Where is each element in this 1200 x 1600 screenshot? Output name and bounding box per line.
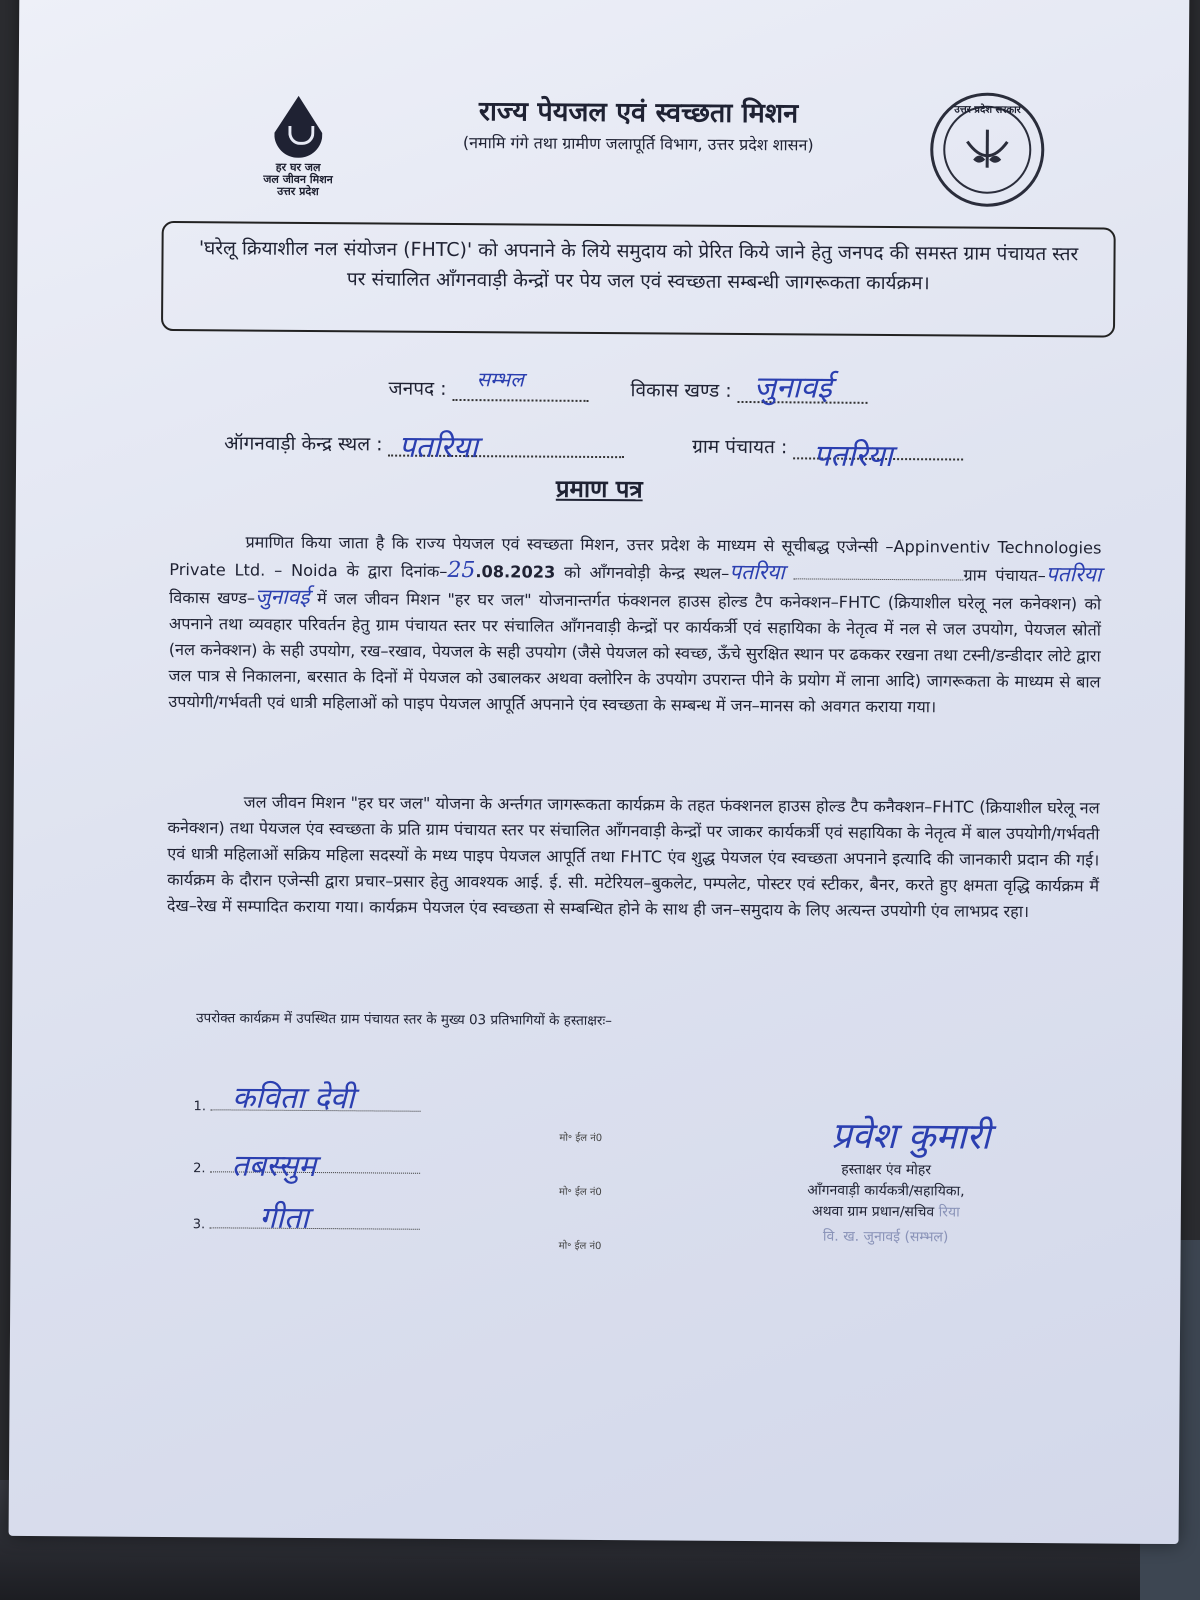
- participant-number: 2.: [193, 1161, 206, 1177]
- p2-body: जल जीवन मिशन "हर घर जल" योजना के अर्न्तगत जागरूकता कार्यक्रम के तहत फंक्शनल हाउस होल्ड टैप कनैक्शन–FHTC (क्रियाशील घरेलू नल कनेक्शन) तथा पेयजल एंव स्वच्छता के प्रति ग्राम पंचायत स्तर पर संचालित आँगनवाड़ी केन्द्रों पर जाकर कार्यकर्त्री एवं सहायिका के नेतृत्व में बाल उपयोगी/गर्भवती एवं धात्री महिलाओं सक्रिय महिला सदस्यों के मध्य पाइप पेयजल आपूर्ति तथा FHTC एंव शुद्ध पेयजल एंव स्वच्छता अपनाने इत्यादि की जानकारी प्रदान की गई। कार्यक्रम के दौरान एजेन्सी द्वारा प्रचार–प्रसार हेतु आवश्यक आई. ई. सी. मटेरियल–बुकलेट, पम्पलेट, पोस्टर एवं स्टीकर, बैनर, करते हुए क्षमता वृद्धि कार्यक्रम मैं देख–रेख में सम्पादित कराया गया। कार्यक्रम पेयजल एंव स्वच्छता से सम्बन्धित होने के साथ ही जन–समुदाय के लिए अत्यन्त उपयोगी एंव लाभप्रद रहा।: [166, 792, 1100, 922]
- p1-body: में जल जीवन मिशन "हर घर जल" योजनान्तर्गत फंक्शनल हाउस होल्ड टैप कनेक्शन–FHTC (क्रियाशील घरेलू नल कनेक्शन) को अपनाने तथा व्यवहार परिवर्तन हेतु ग्राम पंचायत स्तर पर संचालित आँगनवाड़ी केन्द्रों पर कार्यकर्त्री एवं सहायिका के नेतृत्व में नल से जल उपयोग, पेयजल स्रोतों (नल कनेक्शन) के सही उपयोग, रख–रखाव, पेयजल के सही उपयोग (जैसे पेयजल को स्वच्छ, ऊँचे सुरक्षित स्थान पर ढककर रखना तथा टस्नी/डन्डीदार लोटे द्वारा जल पात्र से निकालना, बरसात के दिनों में पेयजल को उबालकर अथवा क्लोरिन के उपयोग उपरान्त पीने के प्रयोग में लाना आदि) जागरूकता के माध्यम से बाल उपयोगी/गर्भवती एवं धात्री महिलाओं को पाइप पेयजल आपूर्ति अपनाने एंव स्वच्छता के सम्बन्ध में जन–मानस को अवगत कराया गया।: [168, 588, 1102, 717]
- p1-date-day: 25: [447, 557, 476, 584]
- water-drop-icon: [274, 96, 322, 158]
- worker-signature: प्रवेश कुमारी: [831, 1115, 991, 1158]
- anganwadi-line: [389, 429, 625, 466]
- p1-site-value: पतरिया: [729, 559, 785, 585]
- vikas-khand-label: विकास खण्ड :: [630, 379, 732, 402]
- p1-intro: प्रमाणित किया जाता है कि राज्य पेयजल एवं स्वच्छता मिशन, उत्तर प्रदेश के माध्यम से सूचीबद्ध एजेन्सी –Appinventiv Technologies Private Ltd. – Noida के द्वारा दिनांक–: [169, 532, 1102, 581]
- anganwadi-field: [224, 429, 625, 466]
- certificate-paragraph-2: [167, 789, 1100, 926]
- janpad-label: जनपद :: [388, 377, 447, 400]
- participant-number: 3.: [192, 1217, 206, 1233]
- participants-intro: उपरोक्त कार्यक्रम में उपस्थित ग्राम पंचायत स्तर के मुख्य 03 प्रतिभागियों के हस्ताक्षरः–: [196, 1010, 613, 1030]
- participant-row-1: [193, 1080, 421, 1117]
- participant-number: 1.: [193, 1099, 207, 1115]
- anganwadi-label: ऑगनवाड़ी केन्द्र स्थल :: [224, 432, 383, 456]
- participant-signature: कविता देवी: [232, 1080, 355, 1117]
- janpad-line: [453, 367, 589, 402]
- emblem-ring-text: उत्तर प्रदेश सरकार: [954, 104, 1021, 116]
- vikas-khand-field: [630, 370, 867, 406]
- p1-date-rest: .08.2023: [475, 562, 556, 582]
- sign-line-1: हस्ताक्षर एंव मोहर: [841, 1161, 932, 1179]
- participant-row-3: [192, 1200, 420, 1236]
- vikas-khand-line: [738, 370, 868, 406]
- participant-mobile-2: मो॰ ईल नं0: [558, 1186, 602, 1199]
- sign-line-2: आँगनवाड़ी कार्यकत्री/सहायिका,: [807, 1182, 965, 1200]
- stamp-fragment: रिया: [938, 1204, 960, 1221]
- anganwadi-value: पतरिया: [398, 429, 479, 466]
- participant-mobile-1: मो॰ ईल नं0: [559, 1132, 603, 1145]
- p1-gp-value: पतरिया: [1045, 562, 1102, 587]
- p1-block-value: जुनावई: [254, 584, 310, 609]
- gram-panchayat-label: ग्राम पंचायत :: [692, 435, 788, 459]
- participant-mobile-3: मो॰ ईल नं0: [558, 1240, 602, 1253]
- gram-panchayat-value: पतरिया: [813, 438, 893, 475]
- har-ghar-jal-logo: [248, 96, 349, 207]
- p1-connector: को आँगनवोड़ी केन्द्र स्थल–: [555, 562, 730, 583]
- signature-block: [751, 1159, 1022, 1249]
- stamp-line: वि. ख. जुनावई (सम्भल): [822, 1228, 949, 1246]
- p1-gp-label: ग्राम पंचायत–: [963, 565, 1046, 586]
- sign-line-3: अथवा ग्राम प्रधान/सचिव रिया: [811, 1203, 960, 1221]
- certificate-heading: प्रमाण पत्र: [555, 474, 643, 504]
- participant-signature: गीता: [259, 1200, 309, 1236]
- vikas-khand-value: जुनावई: [753, 370, 832, 406]
- certificate-paragraph-1: [168, 529, 1101, 722]
- p1-block-label: विकास खण्ड–: [169, 587, 256, 608]
- bow-fish-emblem-icon: [943, 105, 1032, 194]
- participant-signature: तबस्सुम: [231, 1148, 317, 1185]
- janpad-field: [388, 367, 589, 402]
- gram-panchayat-field: [692, 433, 963, 475]
- mission-subtitle: (नमामि गंगे तथा ग्रामीण जलापूर्ति विभाग, उत्तर प्रदेश शासन): [462, 133, 814, 155]
- participant-row-2: [193, 1148, 420, 1185]
- program-banner: 'घरेलू क्रियाशील नल संयोजन (FHTC)' को अपनाने के लिये समुदाय को प्रेरित किये जाने हेतु जनपद की समस्त ग्राम पंचायत स्तर पर संचालित आँगनवाड़ी केन्द्रों पर पेय जल एवं स्वच्छता सम्बन्धी जागरूकता कार्यक्रम।: [161, 221, 1116, 338]
- up-government-emblem: [930, 92, 1045, 207]
- mission-title: राज्य पेयजल एवं स्वच्छता मिशन: [478, 96, 799, 130]
- gram-panchayat-line: [793, 433, 963, 475]
- document-sheet: [9, 0, 1190, 1544]
- logo-caption: हर घर जल जल जीवन मिशन उत्तर प्रदेश: [263, 160, 333, 199]
- janpad-value: सम्भल: [476, 367, 524, 392]
